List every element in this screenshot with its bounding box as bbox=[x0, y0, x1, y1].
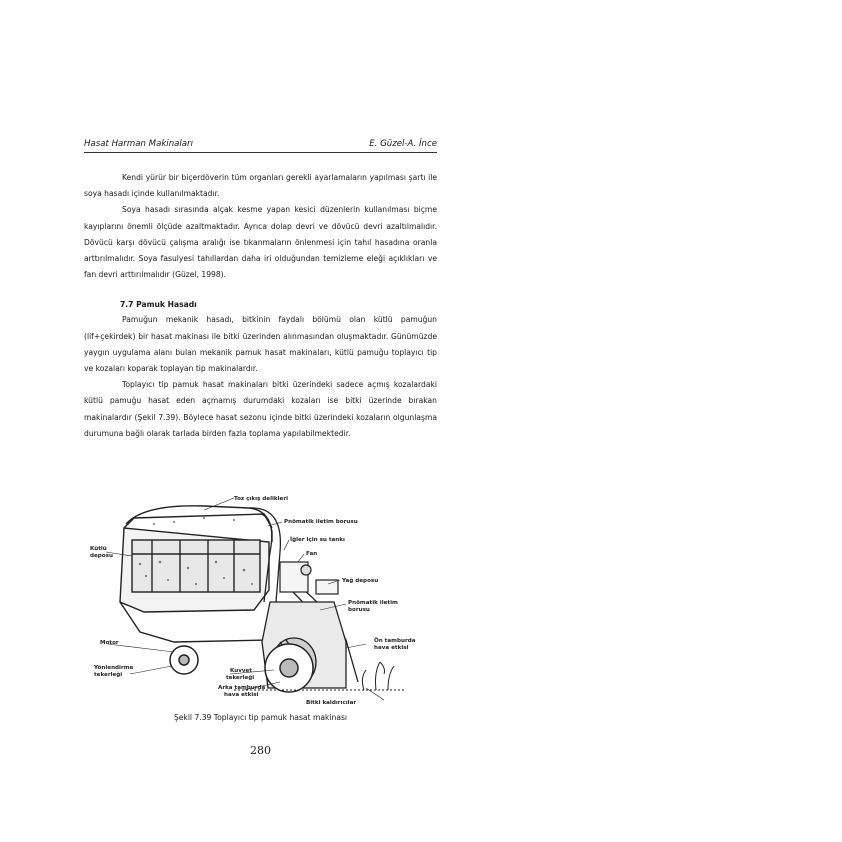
figure-caption: Şekil 7.39 Toplayıcı tip pamuk hasat makinası bbox=[173, 713, 348, 722]
label-steering-wheel-a: Yönlendirme bbox=[94, 665, 134, 671]
paragraph-1: Kendi yürür bir biçerdöverin tüm organları gerekli ayarlamaların yapılması şartı ile soya hasadı içinde kullanılmaktadır. bbox=[84, 173, 437, 199]
label-dust-holes: Toz çıkış delikleri bbox=[234, 496, 289, 502]
label-front-drum-b: hava etkisi bbox=[374, 645, 409, 651]
label-pneumatic-duct-2b: borusu bbox=[348, 607, 370, 613]
label-rear-drum-b: hava etkisi bbox=[224, 692, 259, 698]
label-drive-wheel-a: Kuvvet bbox=[230, 668, 252, 674]
page-body bbox=[84, 170, 437, 442]
label-pneumatic-duct-1: Pnömatik iletim borusu bbox=[284, 519, 358, 525]
paragraph-2: Soya hasadı sırasında alçak kesme yapan kesici düzenlerin kullanılması biçme kayıplarını önemli ölçüde azaltmaktadır. Ayrıca dolap devri ve dövücü devri azaltılmalıdır. Dövücü karşı dövücü çalışma aralığı ise tıkanmaların önlenmesi için tahıl hasadına oranla arttırılmalıdır. Soya fasulyesi tahıllardan daha iri olduğundan temizleme eleği açıklıkları ve fan devri arttırılmalıdır (Güzel, 1998). bbox=[84, 205, 437, 280]
running-header bbox=[84, 138, 437, 153]
label-fan: Fan bbox=[306, 551, 318, 557]
paragraph-4: Toplayıcı tip pamuk hasat makinaları bitki üzerindeki sadece açmış kozalardaki kütlü pamuğu hasat eden açmamış durumdaki kozaları ise bitki üzerinde bırakan makinalardır (Şekil 7.39). Böylece hasat sezonu içinde bitki üzerindeki kozaların olgunlaşma durumuna bağlı olarak tarlada birden fazla toplama yapılabilmektedir. bbox=[84, 380, 437, 438]
label-pneumatic-duct-2a: Pnömatik iletim bbox=[348, 600, 398, 606]
figure-cotton-picker bbox=[84, 492, 437, 707]
label-basket-a: Kütlü bbox=[90, 546, 107, 552]
cotton-picker-illustration bbox=[84, 492, 437, 707]
label-drive-wheel-b: tekerleği bbox=[226, 675, 255, 681]
label-motor: Motor bbox=[100, 640, 119, 646]
label-basket-b: deposu bbox=[90, 553, 113, 559]
header-authors: E. Güzel-A. İnce bbox=[369, 139, 437, 149]
label-rear-drum-a: Arka tamburda bbox=[218, 685, 266, 691]
paragraph-3: Pamuğun mekanik hasadı, bitkinin faydalı bölümü olan kütlü pamuğun (lif+çekirdek) bir hasat makinası ile bitki üzerinden alınmasından oluşmaktadır. Günümüzde yaygın uygulama alanı bulan mekanik pamuk hasat makinaları, kütlü pamuğu toplayıcı tip ve kozaları koparak toplayan tip makinalardır. bbox=[84, 315, 437, 374]
label-front-drum-a: Ön tamburda bbox=[374, 638, 416, 644]
label-oil-tank: Yağ deposu bbox=[342, 578, 379, 584]
header-book-title: Hasat Harman Makinaları bbox=[84, 139, 193, 149]
page-number: 280 bbox=[250, 744, 271, 757]
label-water-tank: İğler için su tankı bbox=[290, 537, 345, 543]
label-plant-lifters: Bitki kaldırıcılar bbox=[306, 700, 357, 706]
section-title: 7.7 Pamuk Hasadı bbox=[120, 300, 197, 310]
label-steering-wheel-b: tekerleği bbox=[94, 672, 123, 678]
